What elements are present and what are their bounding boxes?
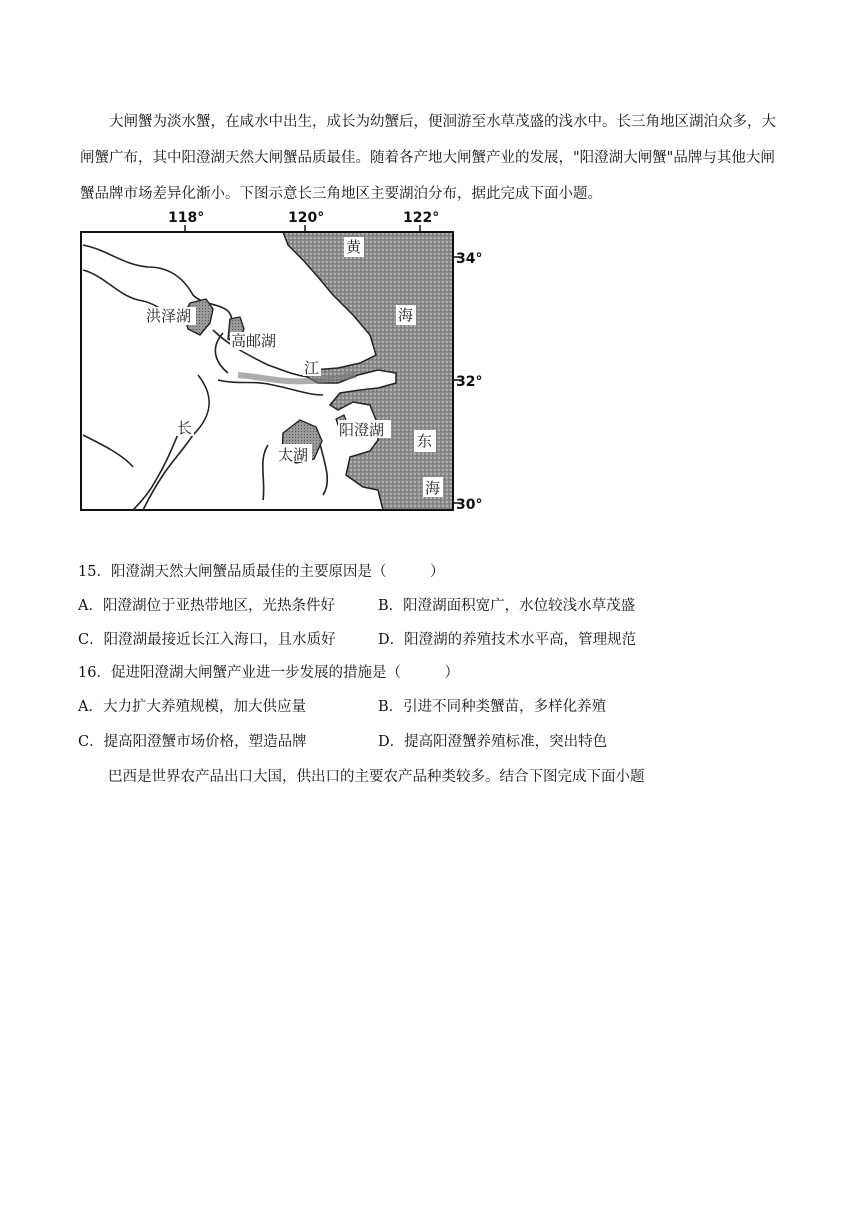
label-dong: 东 (417, 432, 433, 450)
label-hai-1: 海 (398, 306, 414, 324)
label-jiang: 江 (304, 359, 320, 377)
q15-option-d[interactable]: D．阳澄湖的养殖技术水平高，管理规范 (378, 632, 637, 648)
q15-option-b[interactable]: B．阳澄湖面积宽广，水位较浅水草茂盛 (378, 598, 636, 614)
q16-option-c[interactable]: C．提高阳澄蟹市场价格，塑造品牌 (78, 734, 307, 750)
lat-tick-32: 32° (456, 374, 483, 390)
q16-option-d[interactable]: D．提高阳澄蟹养殖标准，突出特色 (378, 734, 608, 750)
label-huang: 黄 (346, 238, 362, 256)
lon-tick-122: 122° (403, 210, 440, 226)
label-taihu: 太湖 (278, 446, 309, 464)
lat-tick-34: 34° (456, 251, 483, 267)
label-chang: 长 (177, 419, 193, 437)
question-16-stem: 16．促进阳澄湖大闸蟹产业进一步发展的措施是（ ） (78, 665, 459, 681)
latitude-ticks (453, 251, 482, 513)
q15-option-a[interactable]: A．阳澄湖位于亚热带地区，光热条件好 (78, 598, 335, 614)
yangtze-river (238, 375, 356, 381)
rivers (83, 245, 327, 510)
label-hai-2: 海 (425, 479, 441, 497)
label-hongze-lake: 洪泽湖 (146, 307, 192, 325)
label-yangcheng-lake: 阳澄湖 (339, 421, 385, 439)
q16-option-b[interactable]: B．引进不同种类蟹苗，多样化养殖 (378, 699, 607, 715)
q15-option-c[interactable]: C．阳澄湖最接近长江入海口，且水质好 (78, 632, 336, 648)
lon-tick-120: 120° (288, 210, 325, 226)
lat-tick-30: 30° (456, 497, 483, 513)
label-gaoyou-lake: 高邮湖 (231, 332, 277, 350)
outro-paragraph: 巴西是世界农产品出口大国，供出口的主要农产品种类较多。结合下图完成下面小题 (108, 769, 645, 785)
yangtze-delta-lake-map (78, 205, 488, 515)
question-15-stem: 15．阳澄湖天然大闸蟹品质最佳的主要原因是（ ） (78, 564, 445, 580)
lon-tick-118: 118° (168, 210, 205, 226)
q16-option-a[interactable]: A．大力扩大养殖规模，加大供应量 (78, 699, 306, 715)
longitude-ticks (168, 210, 439, 232)
intro-paragraph: 大闸蟹为淡水蟹，在咸水中出生，成长为幼蟹后，便洄游至水草茂盛的浅水中。长三角地区湖泊众多，大闸蟹广布，其中阳澄湖天然大闸蟹品质最佳。随着各产地大闸蟹产业的发展，"阳澄湖大闸蟹"品牌与其他大闸蟹品牌市场差异化渐小。下图示意长三角地区主要湖泊分布，据此完成下面小题。 (80, 114, 776, 202)
